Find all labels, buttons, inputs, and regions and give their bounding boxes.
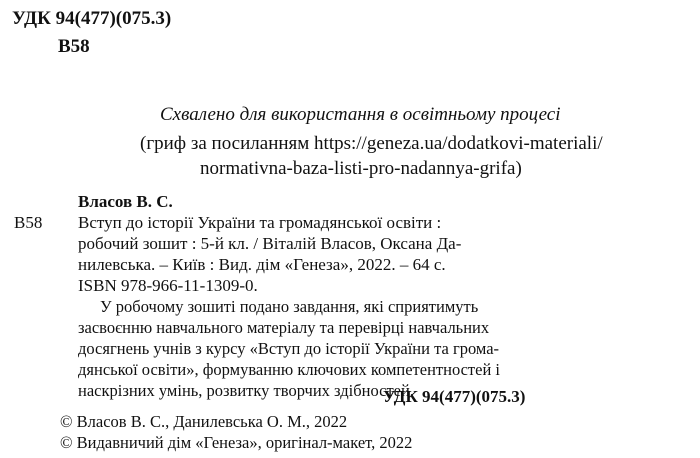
catalog-line: ISBN 978-966-11-1309-0. [78,276,258,295]
annotation-line: наскрізних умінь, розвитку творчих здібностей. [78,381,414,400]
approval-stamp-line-1: (гриф за посиланням https://geneza.ua/dodatkovi-materiali/ [140,133,603,154]
udk-header: УДК 94(477)(075.3) [12,8,172,29]
catalog-line: робочий зошит : 5-й кл. / Віталій Власов, Оксана Да- [78,234,462,253]
catalog-line: нилевська. – Київ : Вид. дім «Генеза», 2022. – 64 с. [78,255,446,274]
approval-stamp-line-2: normativna-baza-listi-pro-nadannya-grifa) [200,158,522,179]
catalog-author: Власов В. С. [78,192,173,211]
annotation-line: У робочому зошиті подано завдання, які сприятимуть [100,297,479,316]
annotation-line: досягнень учнів з курсу «Вступ до історії України та грома- [78,339,500,358]
approval-note: Схвалено для використання в освітньому процесі [160,104,561,125]
annotation-line: дянської освіти», формуванню ключових компетентностей і [78,360,501,379]
udk-footer: УДК 94(477)(075.3) [383,387,526,406]
catalog-code: В58 [14,213,43,232]
author-code-header: В58 [58,36,90,57]
copyright-publisher: © Видавничий дім «Генеза», оригінал-макет, 2022 [60,433,413,452]
copyright-authors: © Власов В. С., Данилевська О. М., 2022 [60,412,348,431]
catalog-line: Вступ до історії України та громадянської освіти : [78,213,442,232]
annotation-line: засвоєнню навчального матеріалу та перевірці навчальних [78,318,490,337]
